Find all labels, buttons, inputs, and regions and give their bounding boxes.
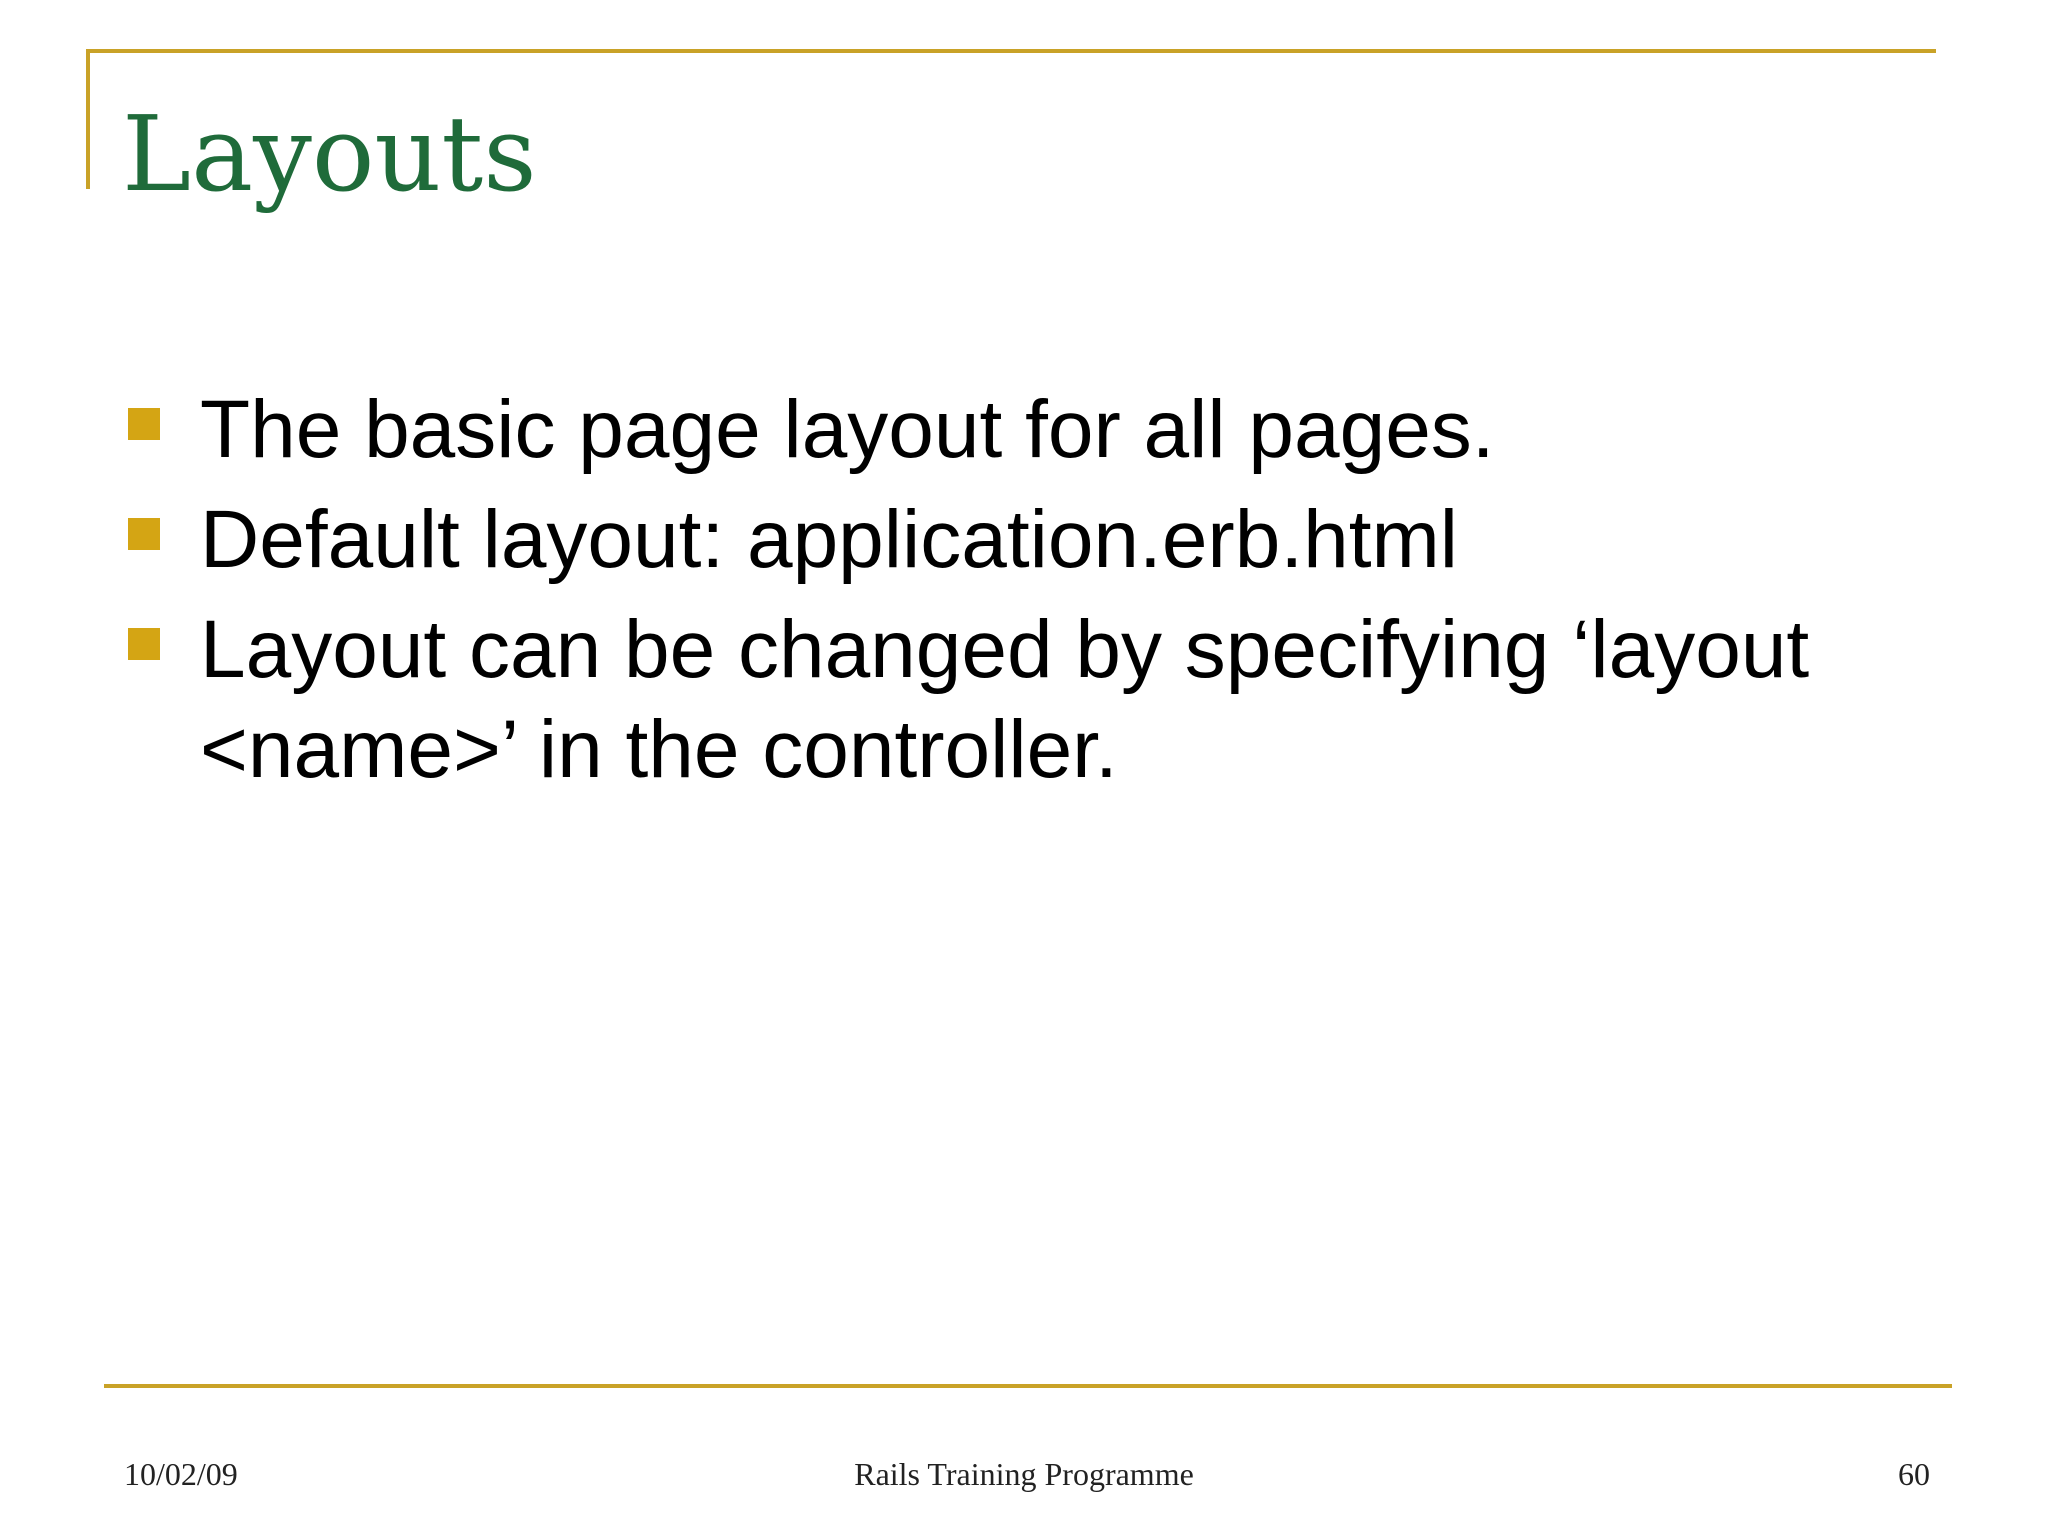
square-bullet-icon xyxy=(128,408,160,440)
footer-date: 10/02/09 xyxy=(124,1456,238,1492)
left-border-line xyxy=(86,49,90,189)
page-number: 60 xyxy=(1898,1456,1930,1492)
bullet-text: Layout can be changed by specifying ‘layout <name>’ in the controller. xyxy=(200,604,1810,796)
bullet-item xyxy=(128,490,1938,590)
bullet-text: The basic page layout for all pages. xyxy=(200,384,1495,475)
square-bullet-icon xyxy=(128,518,160,550)
bullet-item xyxy=(128,600,1938,800)
top-border-line xyxy=(86,49,1936,53)
slide-title: Layouts xyxy=(122,93,537,215)
bullet-item xyxy=(128,380,1938,480)
footer-title: Rails Training Programme xyxy=(854,1456,1194,1492)
footer-divider xyxy=(104,1384,1952,1388)
square-bullet-icon xyxy=(128,628,160,660)
bullet-list xyxy=(128,380,1938,810)
bullet-text: Default layout: application.erb.html xyxy=(200,494,1459,586)
